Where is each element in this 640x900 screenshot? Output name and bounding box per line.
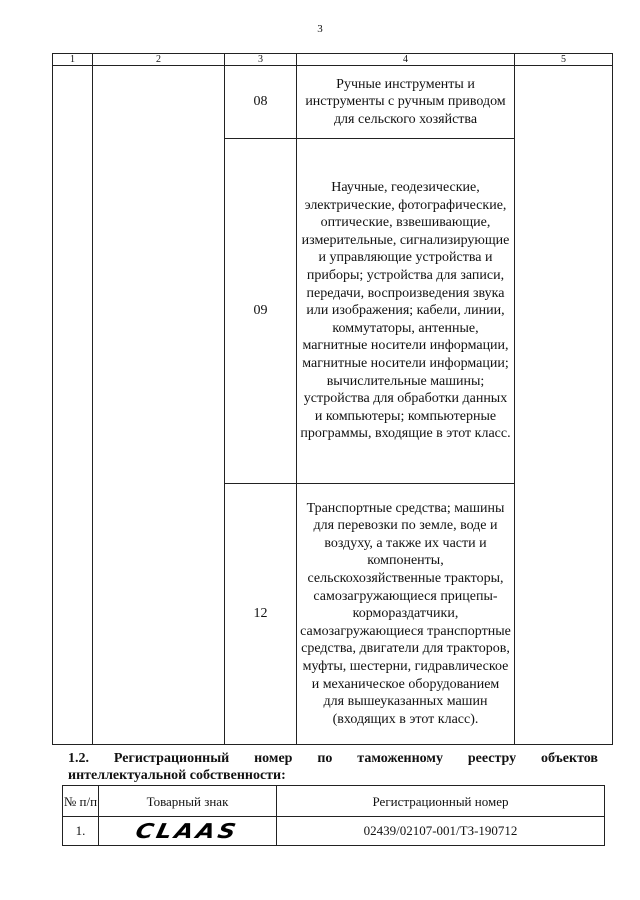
table-header-row [53, 54, 613, 66]
class-code: 08 [225, 66, 297, 139]
column-5-cell [515, 66, 613, 745]
column-1-cell [53, 66, 93, 745]
column-header-1: 1 [53, 54, 93, 66]
goods-classes-table [52, 53, 613, 745]
class-description: Научные, геодезические, электрические, фотографические, оптические, взвешивающие, измерительные, сигнализирующие и управляющие устройства и приборы; устройства для записи, передачи, воспроизведения звука или изображения; кабели, линии, коммутаторы, антенные, магнитные носители информации, магнитные носители информации; вычислительные машины; устройства для обработки данных и компьютеры; компьютерные программы, входящие в этот класс. [297, 139, 515, 484]
registry-table [62, 785, 605, 846]
column-2-cell [93, 66, 225, 745]
table-row [63, 817, 605, 846]
column-header-3: 3 [225, 54, 297, 66]
row-num: 1. [63, 817, 99, 846]
trademark-cell [99, 817, 277, 846]
header-num: № п/п [63, 786, 99, 817]
class-code: 12 [225, 484, 297, 745]
column-header-5: 5 [515, 54, 613, 66]
class-description: Транспортные средства; машины для перевозки по земле, воде и воздуху, а также их части и компоненты, сельскохозяйственные тракторы, самозагружающиеся прицепы-кормораздатчики, самозагружающиеся транспортные средства, двигатели для тракторов, муфты, шестерни, гидравлическое и механическое оборудованием для вышеуказанных машин (входящих в этот класс). [297, 484, 515, 745]
claas-logo: CLAAS [133, 819, 242, 843]
header-trademark: Товарный знак [99, 786, 277, 817]
reg-number: 02439/02107-001/ТЗ-190712 [277, 817, 605, 846]
class-description: Ручные инструменты и инструменты с ручным приводом для сельского хозяйства [297, 66, 515, 139]
header-reg-number: Регистрационный номер [277, 786, 605, 817]
section-heading: 1.2. Регистрационный номер по таможенному реестру объектов [68, 751, 598, 766]
section-heading-continuation: интеллектуальной собственности: [68, 768, 286, 783]
page-number: 3 [317, 23, 323, 35]
column-header-2: 2 [93, 54, 225, 66]
table-row [53, 66, 613, 139]
registry-header-row [63, 786, 605, 817]
class-code: 09 [225, 139, 297, 484]
column-header-4: 4 [297, 54, 515, 66]
